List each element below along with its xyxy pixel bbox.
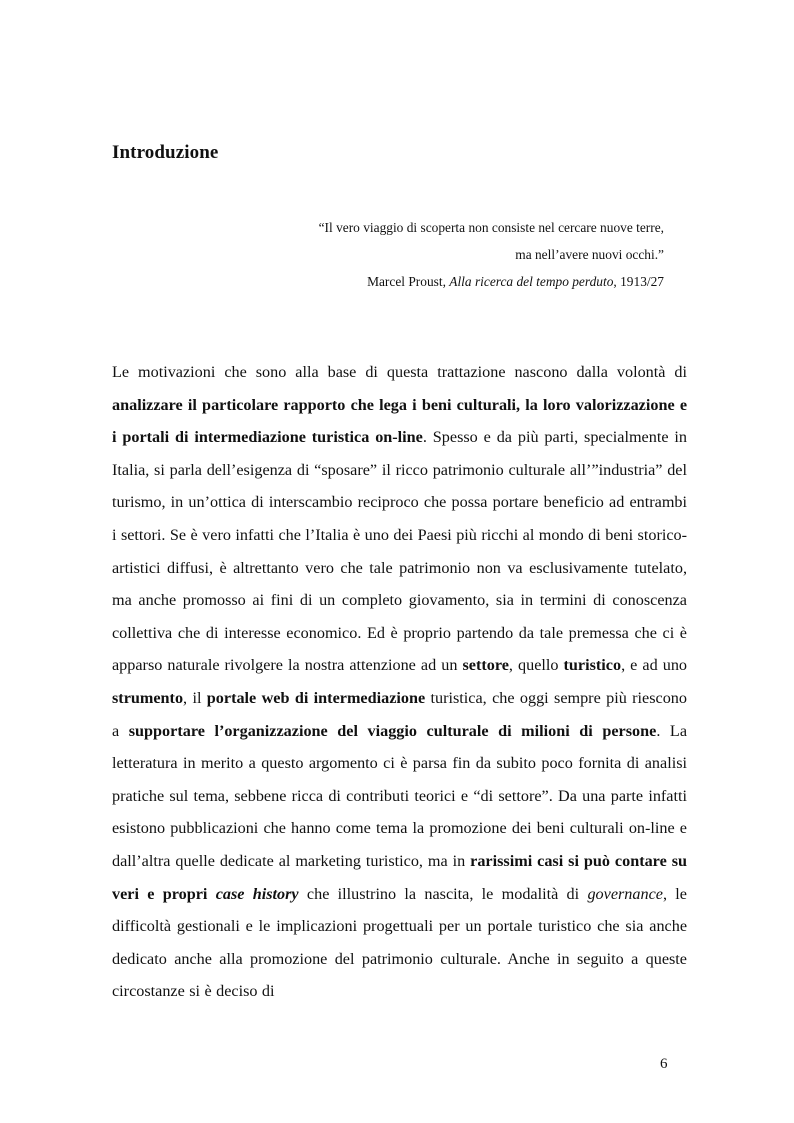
epigraph-work-title: Alla ricerca del tempo perduto <box>449 274 614 289</box>
bold-run: strumento <box>112 688 184 707</box>
page-number: 6 <box>660 1056 668 1072</box>
epigraph-attribution <box>204 268 664 295</box>
bold-italic-run <box>216 885 299 903</box>
text-run: turistica, che oggi sempre più riescono a <box>112 688 687 740</box>
epigraph <box>204 214 664 295</box>
epigraph-author: Marcel Proust, <box>367 274 450 289</box>
bold-run: analizzare il particolare rapporto che lega i beni culturali, la loro valorizzazione e i portali di intermediazione turistica on-line <box>112 395 687 447</box>
epigraph-quote-line-1: “Il vero viaggio di scoperta non consiste nel cercare nuove terre, <box>318 220 664 235</box>
bold-run: turistico <box>563 656 622 675</box>
body-paragraph <box>112 356 687 1008</box>
text-run: . La letteratura in merito a questo argomento ci è parsa fin da subito poco fornita di analisi pratiche sul tema, sebbene ricca di contributi teorici e “di settore”. Da una parte infatti esistono pubblicazioni che hanno come tema la promozione dei beni culturali on-line e dall’altra quelle dedicate al marketing turistico, ma in <box>112 721 688 870</box>
text-run: . Spesso e da più parti, specialmente in Italia, si parla dell’esigenza di “sposare” il ricco patrimonio culturale all’”industria” del turismo, in un’ottica di interscambio reciproco che possa portare beneficio ad entrambi i settori. Se è vero infatti che l’Italia è uno dei Paesi più ricchi al mondo di beni storico-artistici diffusi, è altrettanto vero che tale patrimonio non va esclusivamente tutelato, ma anche promosso ai fini di un completo giovamento, sia in termini di conoscenza collettiva che di interesse economico. Ed è proprio partendo da tale premessa che ci è apparso naturale rivolgere la nostra attenzione ad un <box>112 428 687 675</box>
bold-run: supportare l’organizzazione del viaggio culturale di milioni di persone <box>128 721 657 740</box>
bold-run: rarissimi casi si può contare su veri e propri <box>112 851 687 903</box>
text-run: Le motivazioni che sono alla base di questa trattazione nascono dalla volontà di <box>112 363 687 381</box>
text-run: , e ad uno <box>621 656 688 675</box>
italic-run: governance <box>587 884 663 903</box>
text-run: , quello <box>508 656 564 675</box>
italic-run: case history <box>215 884 299 903</box>
epigraph-quote-line-2: ma nell’avere nuovi occhi.” <box>515 247 664 262</box>
bold-run: settore <box>462 656 509 675</box>
text-run: , il <box>183 688 207 707</box>
section-heading: Introduzione <box>112 142 219 163</box>
bold-run: portale web di intermediazione <box>206 688 426 707</box>
epigraph-year: , 1913/27 <box>613 274 664 289</box>
text-run: che illustrino la nascita, le modalità di <box>298 884 588 903</box>
text-run: , le difficoltà gestionali e le implicazioni progettuali per un portale turistico che sia anche dedicato anche alla promozione del patrimonio culturale. Anche in seguito a queste circostanze si è deciso di <box>112 884 687 1001</box>
